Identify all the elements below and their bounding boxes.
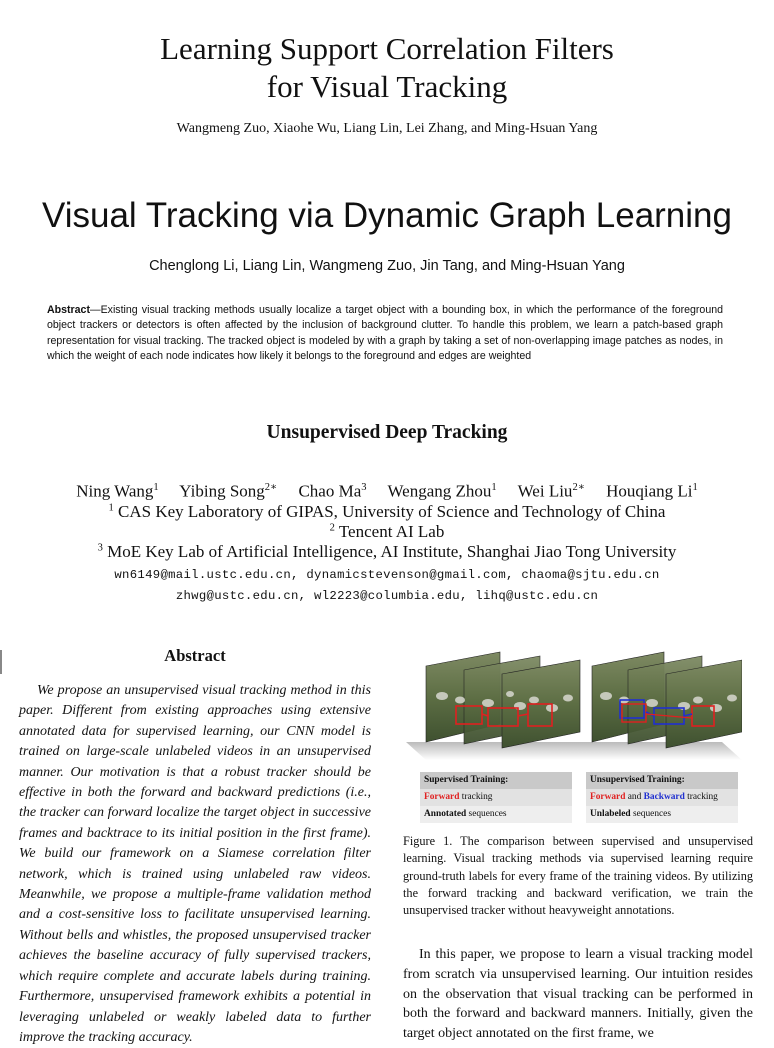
author-sup: 2∗ <box>264 482 278 493</box>
legend-row-tracking <box>586 789 738 806</box>
annotated-label: Annotated <box>424 809 467 819</box>
affiliation-sup: 3 <box>97 542 103 554</box>
author-name: Wei Liu <box>517 481 573 501</box>
affiliation-text: CAS Key Laboratory of GIPAS, University of Science and Technology of China <box>118 502 666 521</box>
affiliation-sup: 2 <box>329 522 335 534</box>
abstract-paragraph: We propose an unsupervised visual tracking method in this paper. Different from existing approaches using extensive annotated data for supervised learning, our CNN model is trained on large-scale unlabeled videos in an unsupervised manner. Our motivation is that a robust tracker should be effective in both the forward and backward predictions (i.e., the tracker can forward localize the target object in successive frames and backtrace to its initial position in the first frame). We build our framework on a Siamese correlation filter network, which is trained using unlabeled raw videos. Meanwhile, we propose a multiple-frame validation method and a cost-sensitive loss to facilitate unsupervised learning. Without bells and whistles, the proposed unsupervised tracker achieves the baseline accuracy of fully supervised trackers, which require complete and accurate labels during training. Furthermore, unsupervised framework exhibits a potential in leveraging unlabeled or weakly labeled data to further improve the tracking accuracy. <box>19 683 371 1045</box>
author-sup: 1 <box>491 482 497 493</box>
paper2-abstract <box>47 303 723 363</box>
paper2-abstract-label: Abstract <box>47 304 90 316</box>
affiliation-3 <box>0 542 774 562</box>
author-name: Ning Wang <box>76 481 154 501</box>
paper1-title-line2: for Visual Tracking <box>266 69 508 104</box>
affiliation-text: MoE Key Lab of Artificial Intelligence, AI Institute, Shanghai Jiao Tong University <box>107 542 677 561</box>
unsupervised-training-legend <box>586 772 738 823</box>
paper2-authors: Chenglong Li, Liang Lin, Wangmeng Zuo, Jin Tang, and Ming-Hsuan Yang <box>149 258 625 274</box>
legend-text: sequences <box>466 809 507 819</box>
legend-text: tracking <box>684 792 718 802</box>
legend-header: Unsupervised Training: <box>586 772 738 789</box>
affiliation-text: Tencent AI Lab <box>338 522 445 541</box>
unlabeled-label: Unlabeled <box>590 809 631 819</box>
forward-label: Forward <box>590 792 626 802</box>
forward-label: Forward <box>424 792 460 802</box>
backward-label: Backward <box>643 792 685 802</box>
author-emails-line2: zhwg@ustc.edu.cn, wl2223@columbia.edu, lihq@ustc.edu.cn <box>175 589 599 603</box>
supervised-frames <box>406 652 602 760</box>
author-name: Wengang Zhou <box>387 481 492 501</box>
paper2-abstract-text: —Existing visual tracking methods usually localize a target object with a bounding box, in which the performance of the foreground object trackers or detectors is often affected by the inclusion of background clutter. To handle this problem, we learn a patch-based graph representation for visual tracking. The tracked object is modeled by with a graph by taking a set of non-overlapping image patches as nodes, in which the weight of each node indicates how likely it belongs to the foreground and edges are weighted <box>47 304 723 363</box>
author-sup: 1 <box>692 482 698 493</box>
affiliation-2 <box>0 522 774 542</box>
legend-text: tracking <box>459 792 493 802</box>
author-sup: 1 <box>153 482 159 493</box>
abstract-heading: Abstract <box>164 646 226 665</box>
intro-paragraph: In this paper, we propose to learn a visual tracking model from scratch via unsupervised learning. Our intuition resides on the observation that visual tracking can be performed in both the forward and backward manners. Initially, given the target object annotated on the first frame, we <box>403 947 753 1042</box>
legend-text: and <box>625 792 644 802</box>
paper3-author-list <box>0 481 774 502</box>
paper1-title <box>0 30 774 106</box>
legend-header: Supervised Training: <box>420 772 572 789</box>
author-sup: 2∗ <box>572 482 585 493</box>
author-sup: 3 <box>361 482 367 493</box>
supervised-training-legend <box>420 772 572 823</box>
paper3-title: Unsupervised Deep Tracking <box>266 422 508 443</box>
affiliation-1 <box>0 502 774 522</box>
unsupervised-frames <box>572 652 742 760</box>
paper1-authors: Wangmeng Zuo, Xiaohe Wu, Liang Lin, Lei Zhang, and Ming-Hsuan Yang <box>176 121 598 136</box>
abstract-body <box>19 681 371 1048</box>
figure-1 <box>402 648 742 828</box>
legend-row-sequences <box>420 806 572 823</box>
legend-row-tracking <box>420 789 572 806</box>
affiliation-sup: 1 <box>108 502 114 514</box>
author-name: Chao Ma <box>298 481 362 501</box>
tracking-frames-illustration <box>402 648 742 760</box>
author-name: Houqiang Li <box>606 481 693 501</box>
introduction-text <box>403 945 753 1044</box>
author-emails-line1: wn6149@mail.ustc.edu.cn, dynamicstevenson@gmail.com, chaoma@sjtu.edu.cn <box>114 568 660 582</box>
paper2-title: Visual Tracking via Dynamic Graph Learning <box>42 196 732 235</box>
legend-row-sequences <box>586 806 738 823</box>
legend-text: sequences <box>630 809 671 819</box>
figure-caption: Figure 1. The comparison between supervised and unsupervised learning. Visual tracking methods via supervised learning require ground-truth labels for every frame of the training videos. By utilizing the forward tracking and backward verification, we train the unsupervised tracker without heavyweight annotations. <box>403 834 753 918</box>
page-edge-mark <box>0 650 2 674</box>
author-name: Yibing Song <box>179 481 265 501</box>
paper1-title-line1: Learning Support Correlation Filters <box>160 31 614 66</box>
